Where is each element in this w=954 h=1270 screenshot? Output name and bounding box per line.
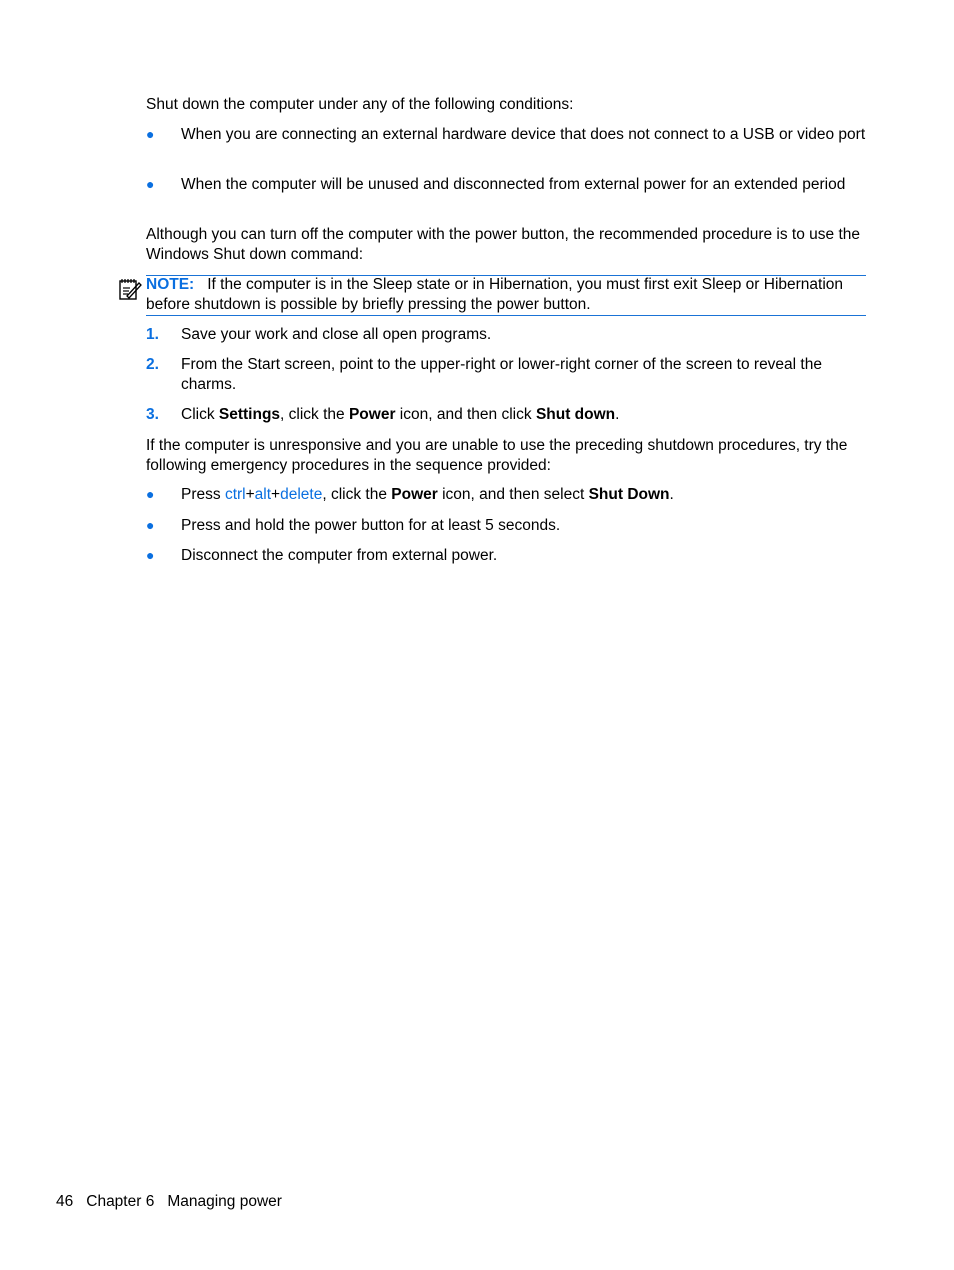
page-footer (56, 1192, 295, 1212)
chapter-label: Chapter 6 (86, 1193, 155, 1210)
list-item: When you are connecting an external hardware device that does not connect to a USB or video port (181, 126, 866, 143)
note-text (146, 275, 866, 314)
step-number: 3. (146, 406, 159, 423)
step-number: 2. (146, 356, 159, 373)
note-label: NOTE: (146, 276, 195, 293)
step-text: Save your work and close all open programs. (181, 326, 492, 343)
bullet: ● (146, 517, 155, 533)
bullet: ● (146, 126, 155, 142)
emergency-item: Disconnect the computer from external power. (181, 547, 498, 564)
list-item: When the computer will be unused and disconnected from external power for an extended period (181, 176, 846, 193)
note-body: If the computer is in the Sleep state or in Hibernation, you must first exit Sleep or Hibernation before shutdown is possible by briefly pressing the power button. (146, 276, 844, 313)
key-alt: alt (254, 486, 272, 503)
bullet: ● (146, 176, 155, 192)
emergency-intro: If the computer is unresponsive and you are unable to use the preceding shutdown procedures, try the following emergency procedures in the sequence provided: (146, 437, 848, 474)
emergency-item: Press ctrl+alt+delete, click the Power icon, and then select Shut Down. (181, 486, 674, 503)
chapter-title: Managing power (167, 1193, 282, 1210)
bullet: ● (146, 547, 155, 563)
step-text: From the Start screen, point to the upper-right or lower-right corner of the screen to reveal the charms. (181, 356, 822, 393)
emergency-item: Press and hold the power button for at least 5 seconds. (181, 517, 561, 534)
key-delete: delete (280, 486, 323, 503)
step-text: Click Settings, click the Power icon, and then click Shut down. (181, 406, 620, 423)
recommendation-paragraph: Although you can turn off the computer with the power button, the recommended procedure is to use the Windows Shut down command: (146, 226, 861, 263)
bullet: ● (146, 486, 155, 502)
step-number: 1. (146, 326, 159, 343)
key-ctrl: ctrl (224, 486, 246, 503)
intro-paragraph: Shut down the computer under any of the following conditions: (146, 96, 574, 113)
page-number: 46 (56, 1193, 74, 1210)
note-pad-icon (118, 277, 142, 301)
